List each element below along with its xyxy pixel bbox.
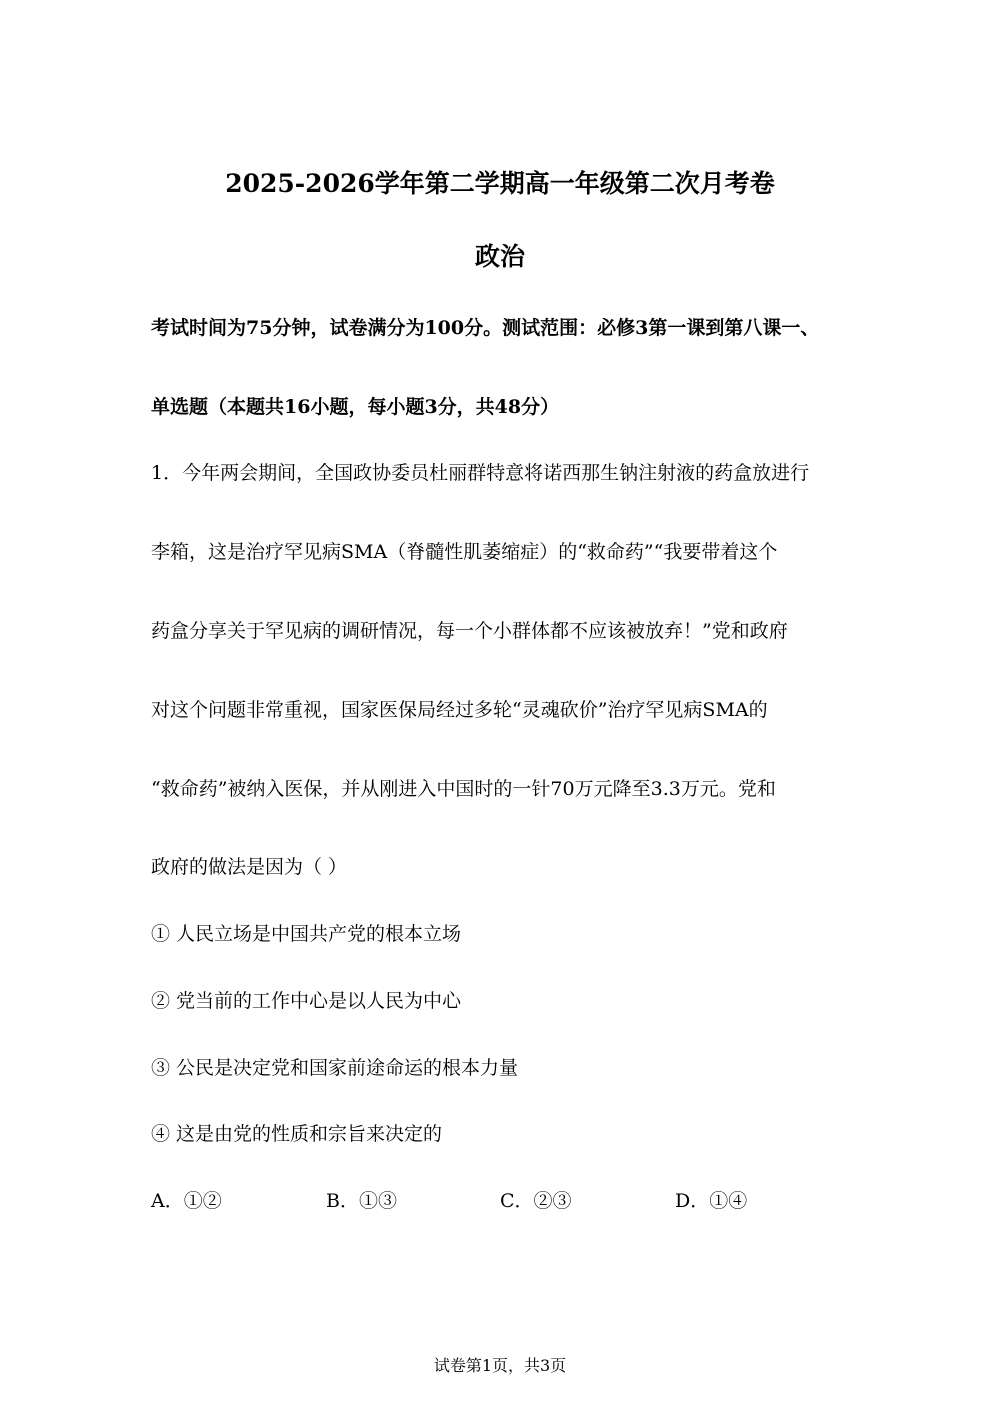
statement-item: ② 党当前的工作中心是以人民为中心 xyxy=(151,990,462,1012)
option-d[interactable]: D．①④ xyxy=(675,1190,748,1212)
option-b[interactable]: B．①③ xyxy=(326,1190,397,1212)
statement-item: ① 人民立场是中国共产党的根本立场 xyxy=(151,923,462,945)
question-line: 政府的做法是因为（ ） xyxy=(151,856,348,878)
option-a[interactable]: A．①② xyxy=(151,1190,222,1212)
option-c[interactable]: C．②③ xyxy=(500,1190,572,1212)
question-line: “救命药”被纳入医保，并从刚进入中国时的一针70万元降至3.3万元。党和 xyxy=(151,778,776,800)
answer-options xyxy=(151,1187,851,1215)
statement-item: ④ 这是由党的性质和宗旨来决定的 xyxy=(151,1123,443,1145)
question-line: 药盒分享关于罕见病的调研情况，每一个小群体都不应该被放弃！”党和政府 xyxy=(151,620,788,642)
subject-title: 政治 xyxy=(474,242,525,271)
statement-item: ③ 公民是决定党和国家前途命运的根本力量 xyxy=(151,1057,519,1079)
page-footer: 试卷第1页，共3页 xyxy=(433,1356,567,1375)
question-line: 李箱，这是治疗罕见病SMA（脊髓性肌萎缩症）的“救命药”“我要带着这个 xyxy=(151,541,778,563)
question-line: 1．今年两会期间，全国政协委员杜丽群特意将诺西那生钠注射液的药盒放进行 xyxy=(151,462,810,484)
exam-title: 2025-2026学年第二学期高一年级第二次月考卷 xyxy=(225,169,775,198)
section-heading: 单选题（本题共16小题，每小题3分，共48分） xyxy=(151,396,560,418)
question-line: 对这个问题非常重视，国家医保局经过多轮“灵魂砍价”治疗罕见病SMA的 xyxy=(151,699,768,721)
exam-info: 考试时间为75分钟，试卷满分为100分。测试范围：必修3第一课到第八课一、 xyxy=(151,317,820,339)
